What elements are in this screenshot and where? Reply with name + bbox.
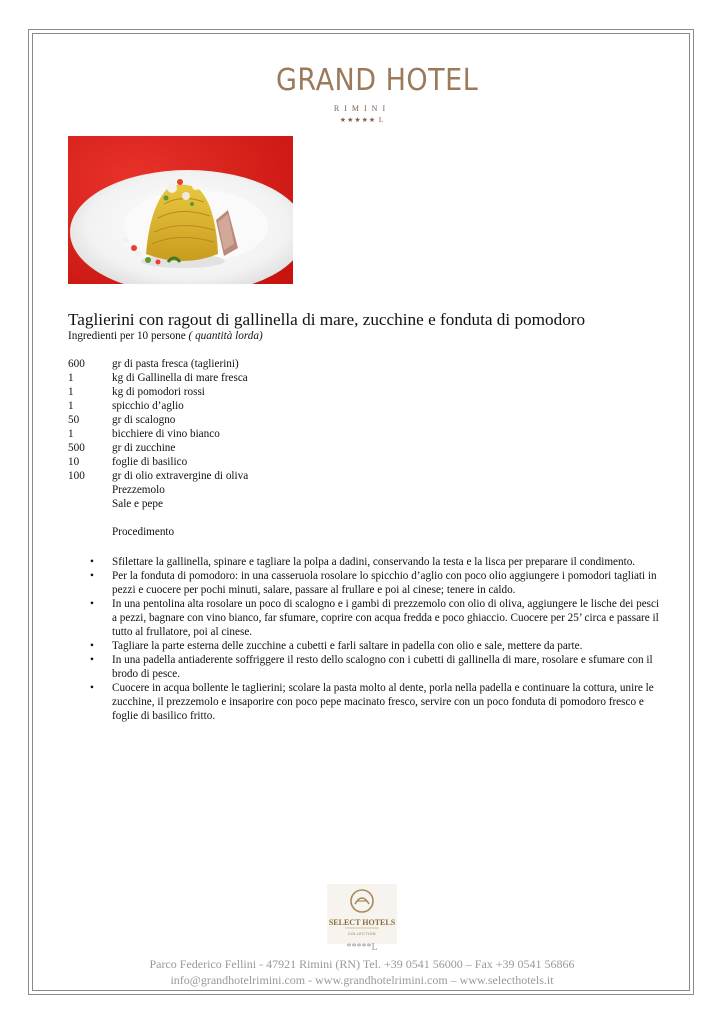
- ingredient-qty: 1: [68, 428, 74, 440]
- ingredient-row: [68, 427, 248, 441]
- ingredient-row: [68, 371, 248, 385]
- step-text: Sfilettare la gallinella, spinare e tagliare la polpa a dadini, conservando la testa e la lisca per preparare il condimento.: [112, 556, 636, 568]
- grand-hotel-logo: [276, 63, 479, 130]
- servings-text: Ingredienti per 10 persone: [68, 330, 189, 342]
- procedure-step: [90, 653, 660, 681]
- ingredient-desc: Prezzemolo: [112, 484, 165, 496]
- logo-main-text: GRAND HOTEL: [276, 63, 479, 98]
- step-text: Tagliare la parte esterna delle zucchine a cubetti e farli saltare in padella con olio e sale, mettere da parte.: [112, 640, 583, 652]
- footer-stars: *****L: [346, 942, 378, 953]
- ingredient-row: [68, 413, 248, 427]
- ingredient-qty: 1: [68, 386, 74, 398]
- bullet-icon: •: [90, 682, 94, 694]
- select-hotels-emblem: [327, 884, 397, 944]
- procedure-steps: [90, 555, 660, 723]
- footer-logo-line1: SELECT HOTELS: [328, 918, 396, 927]
- ingredient-desc: kg di pomodori rossi: [112, 386, 205, 398]
- ingredient-row: [68, 385, 248, 399]
- ingredient-desc: spicchio d’aglio: [112, 400, 184, 412]
- ingredient-row: [68, 483, 248, 497]
- bullet-icon: •: [90, 640, 94, 652]
- ingredient-desc: gr di scalogno: [112, 414, 176, 426]
- logo-city-text: RIMINI: [333, 104, 391, 113]
- procedure-step: [90, 555, 660, 569]
- ingredient-qty: 1: [68, 400, 74, 412]
- procedure-step: [90, 681, 660, 723]
- step-text: Per la fonduta di pomodoro: in una casseruola rosolare lo spicchio d’aglio con poco olio aggiungere i pomodori tagliati in pezzi e cuocere per pochi minuti, salare, passare al frullare e poi al cinese; tenere in caldo.: [112, 570, 657, 596]
- footer-address: Parco Federico Fellini - 47921 Rimini (RN) Tel. +39 0541 56000 – Fax +39 0541 56866: [149, 957, 575, 971]
- footer-contact: info@grandhotelrimini.com - www.grandhotelrimini.com – www.selecthotels.it: [170, 973, 554, 987]
- ingredient-row: [68, 469, 248, 483]
- procedure-step: [90, 597, 660, 639]
- ingredient-desc: bicchiere di vino bianco: [112, 428, 220, 440]
- ingredients-list: [68, 357, 248, 511]
- ingredient-qty: 10: [68, 456, 80, 468]
- footer-logo-line2: COLLECTION: [348, 932, 376, 936]
- ingredient-qty: 600: [68, 358, 85, 370]
- ingredient-desc: gr di zucchine: [112, 442, 176, 454]
- ingredient-row: [68, 497, 248, 511]
- bullet-icon: •: [90, 654, 94, 666]
- ingredient-desc: gr di olio extravergine di oliva: [112, 470, 249, 482]
- logo-stars: ★★★★★ L: [339, 116, 385, 124]
- ingredient-row: [68, 399, 248, 413]
- ingredient-desc: kg di Gallinella di mare fresca: [112, 372, 248, 384]
- ingredient-qty: 100: [68, 470, 85, 482]
- ingredient-row: [68, 455, 248, 469]
- servings-note: ( quantità lorda): [188, 330, 263, 342]
- step-text: In una pentolina alta rosolare un poco di scalogno e i gambi di prezzemolo con olio di oliva, aggiungere le lische dei pesci a pezzi, bagnare con vino bianco, far sfumare, coprire con acqua fredda e poco ghiaccio. Cuocere per 25’ circa e passare il tutto al frullatore, poi al cinese.: [112, 598, 660, 638]
- ingredient-qty: [68, 483, 112, 497]
- recipe-servings: [68, 330, 263, 342]
- ingredient-qty: 1: [68, 372, 74, 384]
- ingredient-desc: gr di pasta fresca (taglierini): [112, 358, 239, 370]
- step-text: In una padella antiaderente soffriggere il resto dello scalogno con i cubetti di gallinella di mare, rosolare e sfumare con il brodo di pesce.: [112, 654, 653, 680]
- procedure-step: [90, 639, 660, 653]
- ingredient-desc: foglie di basilico: [112, 456, 188, 468]
- ingredient-qty: [68, 497, 112, 511]
- step-text: Cuocere in acqua bollente le taglierini; scolare la pasta molto al dente, porla nella padella e continuare la cottura, unire le zucchine, il prezzemolo e insaporire con poco pepe macinato fresco, servire con un poco fonduta di pomodoro fresco e foglie di basilico fritto.: [112, 682, 654, 722]
- dish-photo: [68, 136, 293, 284]
- procedure-step: [90, 569, 660, 597]
- bullet-icon: •: [90, 556, 94, 568]
- bullet-icon: •: [90, 570, 94, 582]
- ingredient-qty: 50: [68, 414, 80, 426]
- ingredient-qty: 500: [68, 442, 85, 454]
- ingredient-row: [68, 441, 248, 455]
- recipe-title: Taglierini con ragout di gallinella di mare, zucchine e fonduta di pomodoro: [68, 310, 586, 329]
- ingredient-desc: Sale e pepe: [112, 498, 163, 510]
- select-hotels-logo: [327, 884, 397, 944]
- bullet-icon: •: [90, 598, 94, 610]
- ingredient-row: [68, 357, 248, 371]
- procedure-heading: Procedimento: [112, 526, 175, 538]
